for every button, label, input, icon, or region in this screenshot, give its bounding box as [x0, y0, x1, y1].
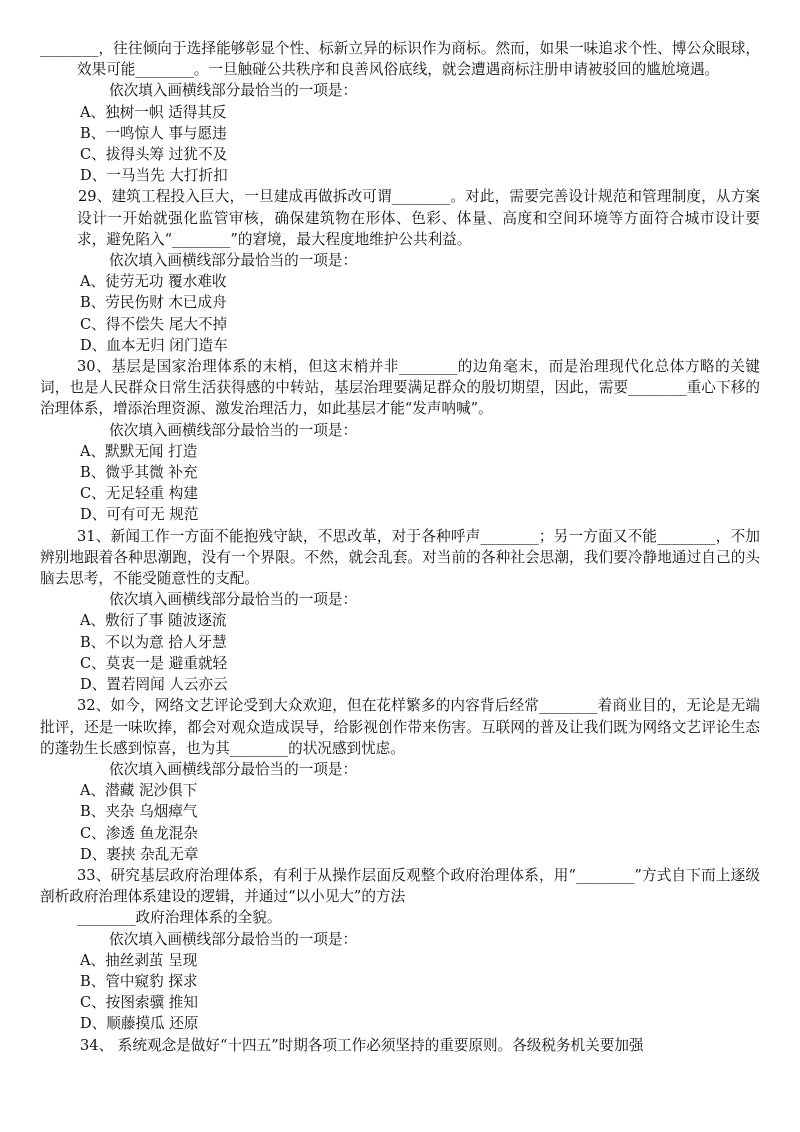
option-a: A、徒劳无功 覆水难收	[80, 273, 227, 291]
option-a: A、抽丝剥茧 呈现	[80, 951, 198, 969]
question-stem: 30、基层是国家治理体系的末梢，但这末梢并非________的边角毫末，而是治理现代化总体方略的关键词，也是人民群众日常生活获得感的中转站，基层治理要满足群众的殷切期望，因此，需要________重心下移的治理体系，增添治理资源、激发治理活力，如此基层才能“发声呐喊”。	[40, 358, 760, 418]
option-b: B、不以为意 拾人牙慧	[80, 633, 227, 651]
question-28-tail	[40, 38, 760, 186]
option-d: D、可有可无 规范	[80, 506, 199, 524]
question-33	[40, 865, 760, 1035]
question-29	[77, 186, 760, 356]
question-prompt: 依次填入画横线部分最恰当的一项是：	[109, 421, 358, 439]
option-d: D、顺藤摸瓜 还原	[80, 1015, 199, 1033]
option-a: A、潜藏 泥沙俱下	[80, 782, 198, 800]
question-prompt: 依次填入画横线部分最恰当的一项是：	[109, 760, 358, 778]
option-d: D、一马当先 大打折扣	[80, 167, 228, 185]
option-c: C、无足轻重 构建	[80, 485, 198, 503]
option-d: D、置若罔闻 人云亦云	[80, 676, 228, 694]
option-a: A、独树一帜 适得其反	[80, 103, 227, 121]
option-b: B、管中窥豹 探求	[80, 972, 198, 990]
question-stem: 33、研究基层政府治理体系，有利于从操作层面反观整个政府治理体系，用“________”方式自下而上逐级剖析政府治理体系建设的逻辑，并通过“以小见大”的方法 ________政府治理体系的全貌。	[40, 866, 760, 927]
question-stem: 31、新闻工作一方面不能抱残守缺，不思改革，对于各种呼声________；另一方面又不能________，不加辨别地跟着各种思潮跑，没有一个界限。不然，就会乱套。对当前的各种社会思潮，我们要冷静地通过自己的头脑去思考，不能受随意性的支配。	[40, 527, 760, 588]
question-stem: 32、如今，网络文艺评论受到大众欢迎，但在花样繁多的内容背后经常________着商业目的，无论是无端批评，还是一味吹捧，都会对观众造成误导，给影视创作带来伤害。互联网的普及让我们既为网络文艺评论生态的蓬勃生长感到惊喜，也为其________的状况感到忧虑。	[40, 697, 760, 757]
question-prompt: 依次填入画横线部分最恰当的一项是：	[109, 252, 358, 270]
question-32	[40, 695, 760, 865]
option-c: C、渗透 鱼龙混杂	[80, 824, 198, 842]
question-31	[40, 526, 760, 696]
option-c: C、莫衷一是 避重就轻	[80, 654, 228, 672]
option-d: D、裹挟 杂乱无章	[80, 845, 199, 863]
option-c: C、按图索骥 推知	[80, 994, 198, 1012]
question-stem: ________，往往倾向于选择能够彰显个性、标新立异的标识作为商标。然而，如果一味追求个性、博公众眼球，效果可能________。一旦触碰公共秩序和良善风俗底线，就会遭遇商标注册申请被驳回的尴尬境遇。	[40, 40, 760, 79]
option-d: D、血本无归 闭门造车	[80, 336, 228, 354]
question-stem: 34、 系统观念是做好“十四五”时期各项工作必须坚持的重要原则。各级税务机关要加强	[80, 1036, 644, 1054]
option-a: A、敷衍了事 随波逐流	[80, 612, 227, 630]
option-c: C、得不偿失 尾大不掉	[80, 315, 228, 333]
option-b: B、劳民伤财 木已成舟	[80, 294, 227, 312]
option-a: A、默默无闻 打造	[80, 442, 198, 460]
question-prompt: 依次填入画横线部分最恰当的一项是：	[109, 591, 358, 609]
option-c: C、拔得头筹 过犹不及	[80, 146, 228, 164]
question-prompt: 依次填入画横线部分最恰当的一项是：	[109, 930, 358, 948]
option-b: B、微乎其微 补充	[80, 464, 198, 482]
question-34	[77, 1035, 760, 1056]
option-b: B、夹杂 乌烟瘴气	[80, 803, 198, 821]
question-prompt: 依次填入画横线部分最恰当的一项是：	[109, 82, 358, 100]
option-b: B、一鸣惊人 事与愿违	[80, 124, 227, 142]
question-stem: 29、建筑工程投入巨大，一旦建成再做拆改可谓________。对此，需要完善设计规范和管理制度，从方案设计一开始就强化监管审核，确保建筑物在形体、色彩、体量、高度和空间环境等方面符合城市设计要求，避免陷入“________”的窘境，最大程度地维护公共利益。	[77, 188, 760, 248]
question-30	[40, 356, 760, 526]
